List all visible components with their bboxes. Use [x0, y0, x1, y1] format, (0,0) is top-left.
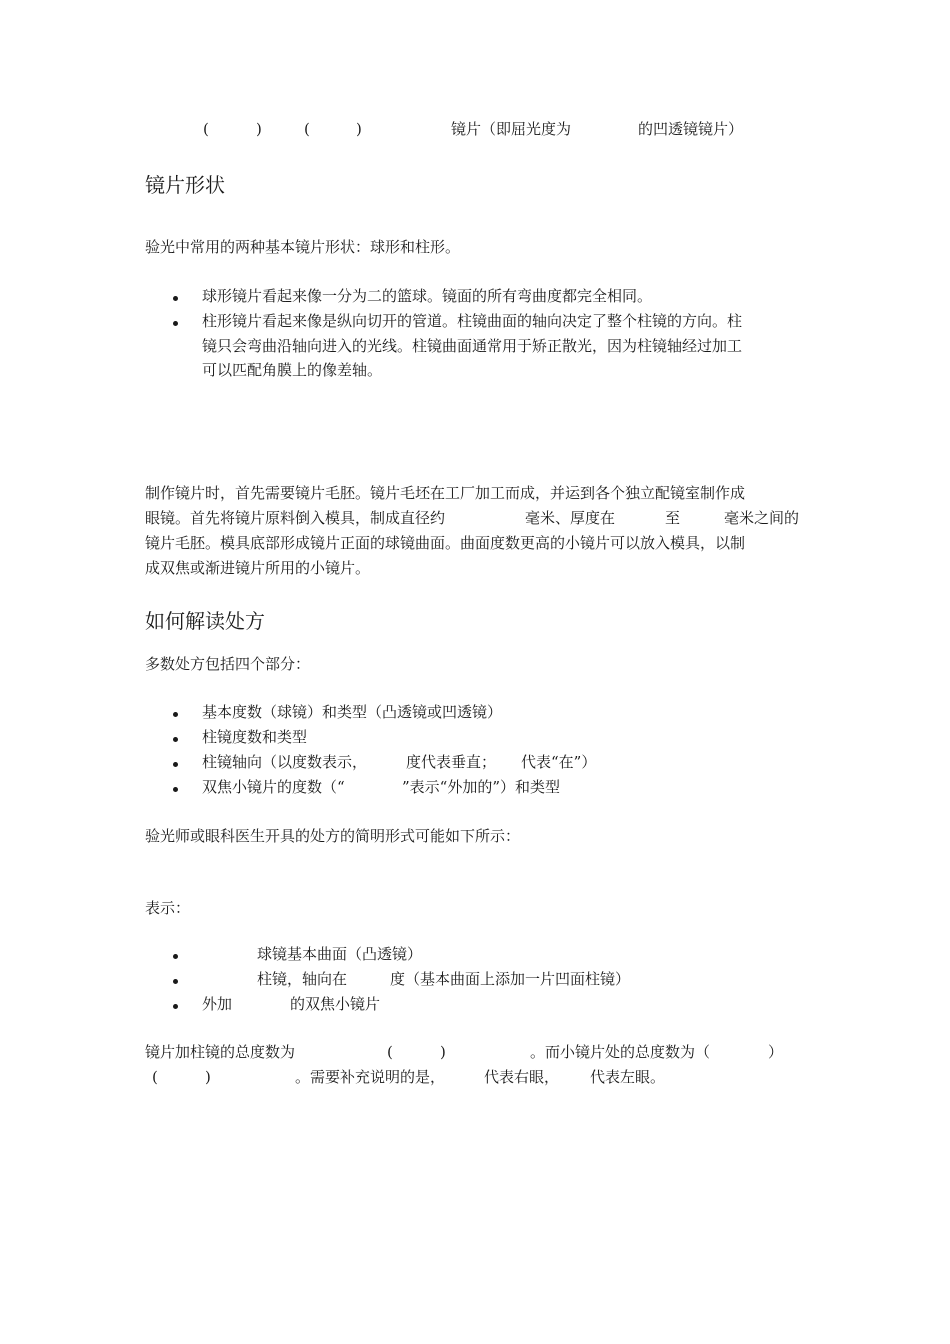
paren-open: ( [387, 1043, 393, 1061]
paragraph: 多数处方包括四个部分： [145, 655, 311, 673]
list-item: 外加 [202, 995, 233, 1013]
paren-open: ( [152, 1068, 158, 1086]
paragraph-line: 成双焦或渐进镜片所用的小镜片。 [145, 559, 371, 577]
section-heading: 镜片形状 [145, 173, 225, 197]
paren-close: ) [256, 120, 262, 138]
top-line-text: 镜片（即屈光度为 [451, 120, 572, 138]
list-item-continuation: 镜只会弯曲沿轴向进入的光线。柱镜曲面通常用于矫正散光，因为柱镜轴经过加工 [202, 337, 743, 355]
bullet-icon [173, 954, 178, 959]
top-line-text: 的凹透镜镜片） [638, 120, 744, 138]
list-item: ”表示“外加的”）和类型 [402, 778, 561, 796]
paren-open: ( [304, 120, 310, 138]
list-item: 双焦小镜片的度数（“ [202, 778, 345, 796]
paren-close: ) [440, 1043, 446, 1061]
paragraph-line: 至 [665, 509, 681, 527]
list-item: 基本度数（球镜）和类型（凸透镜或凹透镜） [202, 703, 503, 721]
list-item: 度（基本曲面上添加一片凹面柱镜） [390, 970, 631, 988]
paragraph-line: 代表左眼。 [590, 1068, 666, 1086]
paragraph: 验光中常用的两种基本镜片形状：球形和柱形。 [145, 238, 461, 256]
paragraph-line: 。需要补充说明的是， [295, 1068, 446, 1086]
list-item: 柱镜度数和类型 [202, 728, 308, 746]
paren-close: ) [356, 120, 362, 138]
list-item-continuation: 可以匹配角膜上的像差轴。 [202, 361, 383, 379]
paragraph-line: 镜片加柱镜的总度数为 [145, 1043, 296, 1061]
list-item: 柱镜轴向（以度数表示， [202, 753, 368, 771]
paragraph-line: 镜片毛胚。模具底部形成镜片正面的球镜曲面。曲面度数更高的小镜片可以放入模具，以制 [145, 534, 746, 552]
bullet-icon [173, 321, 178, 326]
list-item: 球形镜片看起来像一分为二的篮球。镜面的所有弯曲度都完全相同。 [202, 287, 653, 305]
bullet-icon [173, 712, 178, 717]
paragraph-line: 。而小镜片处的总度数为（ [530, 1043, 711, 1061]
paragraph-line: 毫米、厚度在 [525, 509, 616, 527]
paren-close: ） [768, 1043, 784, 1061]
list-item: 柱镜，轴向在 [257, 970, 348, 988]
paragraph: 验光师或眼科医生开具的处方的简明形式可能如下所示： [145, 827, 521, 845]
bullet-icon [173, 737, 178, 742]
paragraph-line: 制作镜片时，首先需要镜片毛胚。镜片毛坯在工厂加工而成，并运到各个独立配镜室制作成 [145, 484, 746, 502]
paren-open: ( [203, 120, 209, 138]
section-heading: 如何解读处方 [145, 609, 265, 633]
bullet-icon [173, 762, 178, 767]
bullet-icon [173, 1004, 178, 1009]
paragraph-line: 眼镜。首先将镜片原料倒入模具，制成直径约 [145, 509, 446, 527]
list-item: 的双焦小镜片 [290, 995, 381, 1013]
bullet-icon [173, 979, 178, 984]
paragraph-line: 毫米之间的 [724, 509, 800, 527]
list-item: 柱形镜片看起来像是纵向切开的管道。柱镜曲面的轴向决定了整个柱镜的方向。柱 [202, 312, 743, 330]
bullet-icon [173, 296, 178, 301]
list-item: 球镜基本曲面（凸透镜） [257, 945, 423, 963]
paren-close: ) [205, 1068, 211, 1086]
paragraph: 表示： [145, 899, 191, 917]
paragraph-line: 代表右眼， [484, 1068, 560, 1086]
list-item: 度代表垂直； [406, 753, 497, 771]
bullet-icon [173, 787, 178, 792]
list-item: 代表“在”） [521, 753, 597, 771]
